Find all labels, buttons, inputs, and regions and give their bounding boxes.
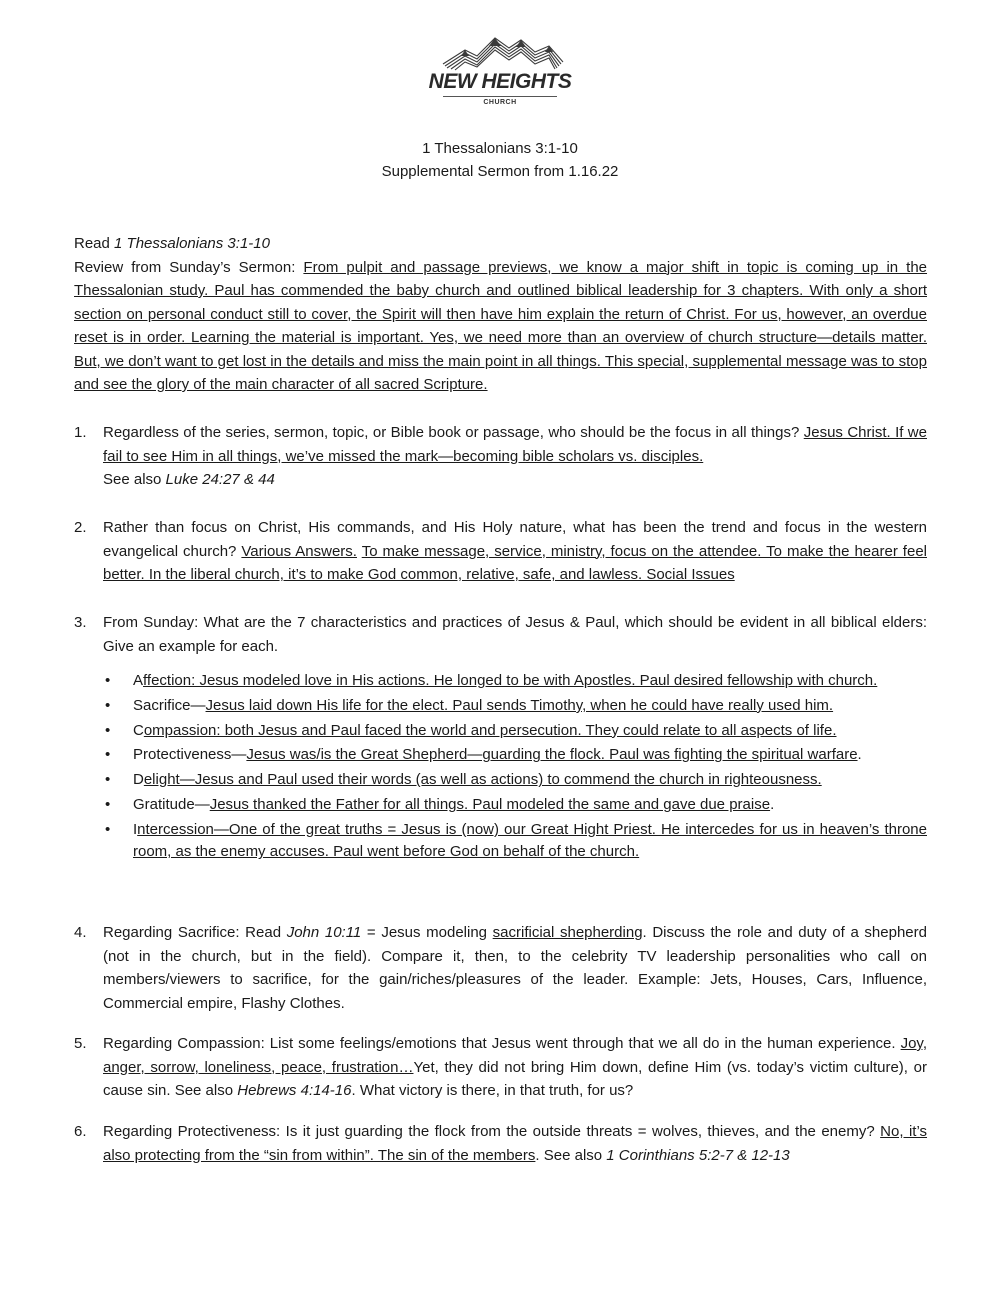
scripture-reference: John 10:11 [286,924,362,941]
list-item: • Protectiveness—Jesus was/is the Great Shepherd—guarding the flock. Paul was fighting the spiritual warfare. [103,744,927,767]
question-number: 3. [74,614,87,631]
bullet-icon: • [105,696,111,714]
bullet-icon: • [105,721,111,739]
bullet-icon: • [105,820,111,838]
list-item: • Sacrifice—Jesus laid down His life for the elect. Paul sends Timothy, when he could have really used him. [103,695,927,718]
read-label: Read [74,235,115,252]
bullet-icon: • [105,672,111,689]
mountain-logo-icon [425,32,575,72]
characteristics-list [103,670,927,866]
answer-text-1: Various Answers. [241,542,357,560]
answer-text: No, it’s also protecting from the “sin from within”. The sin of the members [103,1123,928,1164]
question-6: 6. Regarding Protectiveness: Is it just guarding the flock from the outside threats = wolves, thieves, and the enemy? No, it’s also protecting from the “sin from within”. The sin of the members. See also 1 Corinthians 5:2-7 & 12-13 [74,1120,927,1167]
answer-text: Jesus Christ. If we fail to see Him in all things, we’ve missed the mark—becoming bible scholars vs. disciples. [103,424,927,465]
read-reference: 1 Thessalonians 3:1-10 [114,235,270,252]
question-5: 5. Regarding Compassion: List some feelings/emotions that Jesus went through that we all do in the human experience. Joy, anger, sorrow, loneliness, peace, frustration…Yet, they did not bring Him down, define Him (vs. today’s victim culture), or cause sin. See also Hebrews 4:14-16. What victory is there, in that truth, for us? [74,1032,927,1103]
question-number: 6. [74,1123,87,1140]
church-logo [425,32,575,116]
see-also-reference: Luke 24:27 & 44 [165,471,275,488]
answer-text: Joy, anger, sorrow, loneliness, peace, frustration… [103,1035,927,1076]
see-also-label: See also [103,471,166,488]
question-text: Regardless of the series, sermon, topic, or Bible book or passage, who should be the focus in all things? [103,424,804,441]
document-subtitle: Supplemental Sermon from 1.16.22 [381,163,619,180]
read-line [74,232,927,256]
logo-subtitle: CHURCH [483,99,517,106]
logo-divider [443,96,557,97]
bullet-icon: • [105,795,111,813]
list-item: • Intercession—One of the great truths = Jesus is (now) our Great Hight Priest. He intercedes for us in heaven’s throne room, as the enemy accuses. Paul went before God on behalf of the church. [105,820,927,861]
document-title: 1 Thessalonians 3:1-10 [422,140,578,157]
question-text: Rather than focus on Christ, His commands, and His Holy nature, what has been the trend and focus in the western evangelical church? [103,519,927,560]
scripture-reference: Hebrews 4:14-16 [237,1082,352,1099]
bullet-icon: • [105,746,111,764]
question-number: 4. [74,924,87,941]
list-item: • Affection: Jesus modeled love in His actions. He longed to be with Apostles. Paul desired fellowship with church. [103,670,927,693]
question-number: 1. [74,424,87,441]
review-text: From pulpit and passage previews, we know a major shift in topic is coming up in the Thessalonian study. Paul has commended the baby church and outlined biblical leadership for 3 chapters. With only a short section on personal conduct still to cover, the Spirit will then have him explain the return of Christ. For us, however, an overdue reset is in order. Learning the material is important. Yes, we need more than an overview of church structure—details matter. But, we don’t want to get lost in the details and miss the main point in all things. This special, supplemental message was to stop and see the glory of the main character of all sacred Scripture. [74,258,928,393]
question-2 [74,516,927,587]
scripture-reference: 1 Corinthians 5:2-7 & 12-13 [606,1146,790,1164]
question-4: 4. Regarding Sacrifice: Read John 10:11 = Jesus modeling sacrificial shepherding. Discuss the role and duty of a shepherd (not in the church, but in the field). Compare it, then, to the celebrity TV leadership personalities who call on members/viewers to sacrifice, for the gain/riches/pleasures of the leader. Example: Jets, Houses, Cars, Influence, Commercial empire, Flashy Clothes. [74,921,927,1015]
review-label: Review from Sunday’s Sermon: [74,258,304,276]
question-number: 5. [74,1035,87,1052]
bullet-icon: • [105,771,111,789]
answer-text: sacrificial shepherding [492,924,643,941]
intro-section [74,232,927,397]
review-paragraph [74,256,927,397]
question-1 [74,421,927,492]
question-text: From Sunday: What are the 7 characteristics and practices of Jesus & Paul, which should be evident in all biblical elders: Give an example for each. [103,614,927,655]
logo-wordmark: NEW HEIGHTS [428,70,572,93]
question-number: 2. [74,519,87,536]
list-item: • Delight—Jesus and Paul used their words (as well as actions) to commend the church in righteousness. [103,769,927,792]
question-3 [74,611,927,658]
answer-text-2: To make message, service, ministry, focus on the attendee. To make the hearer feel better. In the liberal church, it’s to make God common, relative, safe, and lawless. Social Issues [103,542,927,583]
list-item: • Compassion: both Jesus and Paul faced the world and persecution. They could relate to all aspects of life. [103,720,927,743]
list-item: • Gratitude—Jesus thanked the Father for all things. Paul modeled the same and gave due praise. [103,794,927,817]
